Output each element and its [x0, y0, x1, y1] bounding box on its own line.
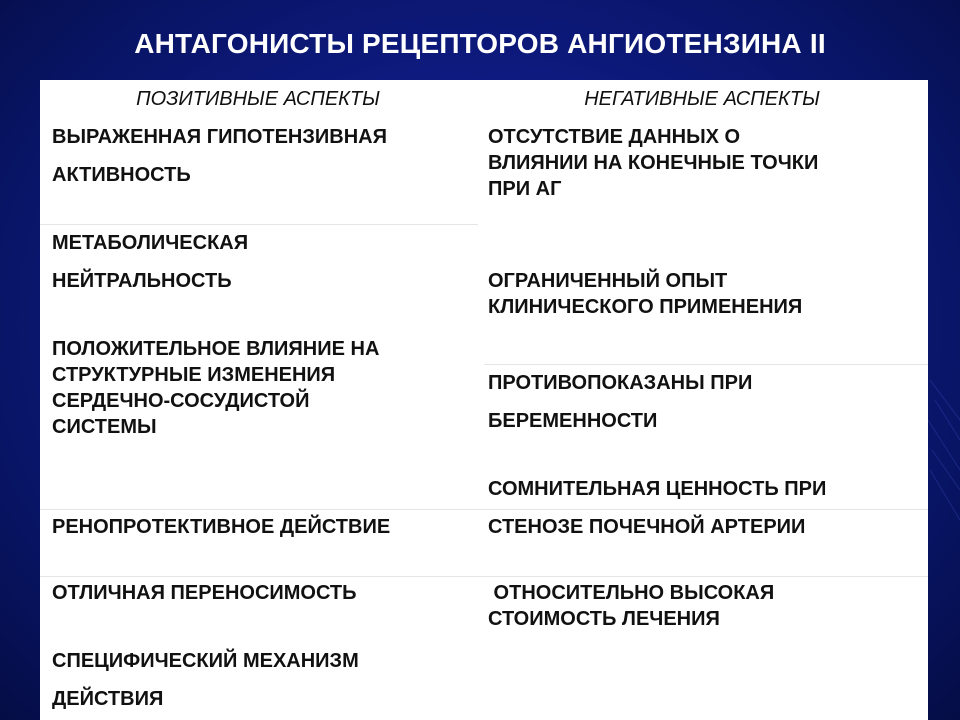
negative-item-1: ОТСУТСТВИЕ ДАННЫХ О ВЛИЯНИИ НА КОНЕЧНЫЕ ТОЧКИ ПРИ АГ	[488, 126, 819, 200]
negative-item-3: ПРОТИВОПОКАЗАНЫ ПРИ	[488, 372, 753, 394]
positive-item-7: ОТЛИЧНАЯ ПЕРЕНОСИМОСТЬ	[52, 582, 357, 604]
row-divider	[484, 364, 928, 365]
row-divider	[40, 224, 478, 225]
positive-item-1: ВЫРАЖЕННАЯ ГИПОТЕНЗИВНАЯ	[52, 126, 387, 148]
comparison-table	[40, 80, 928, 720]
negative-item-2: ОГРАНИЧЕННЫЙ ОПЫТ КЛИНИЧЕСКОГО ПРИМЕНЕНИЯ	[488, 270, 803, 318]
positive-item-3: МЕТАБОЛИЧЕСКАЯ	[52, 232, 249, 254]
header-negative-aspects: НЕГАТИВНЫЕ АСПЕКТЫ	[584, 88, 820, 110]
positive-item-6: РЕНОПРОТЕКТИВНОЕ ДЕЙСТВИЕ	[52, 516, 391, 538]
negative-item-7: ОТНОСИТЕЛЬНО ВЫСОКАЯ СТОИМОСТЬ ЛЕЧЕНИЯ	[488, 582, 775, 630]
positive-item-4: НЕЙТРАЛЬНОСТЬ	[52, 270, 232, 292]
header-positive-aspects: ПОЗИТИВНЫЕ АСПЕКТЫ	[136, 88, 380, 110]
positive-item-2: АКТИВНОСТЬ	[52, 164, 191, 186]
negative-item-6: СТЕНОЗЕ ПОЧЕЧНОЙ АРТЕРИИ	[488, 516, 806, 538]
negative-item-4: БЕРЕМЕННОСТИ	[488, 410, 658, 432]
positive-item-9: ДЕЙСТВИЯ	[52, 688, 164, 710]
positive-item-5: ПОЛОЖИТЕЛЬНОЕ ВЛИЯНИЕ НА СТРУКТУРНЫЕ ИЗМЕНЕНИЯ СЕРДЕЧНО-СОСУДИСТОЙ СИСТЕМЫ	[52, 338, 380, 438]
positive-aspects-column	[40, 80, 484, 720]
positive-item-8: СПЕЦИФИЧЕСКИЙ МЕХАНИЗМ	[52, 650, 359, 672]
slide-title: АНТАГОНИСТЫ РЕЦЕПТОРОВ АНГИОТЕНЗИНА II	[134, 28, 826, 59]
negative-aspects-column	[484, 80, 928, 720]
negative-item-5: СОМНИТЕЛЬНАЯ ЦЕННОСТЬ ПРИ	[488, 478, 827, 500]
